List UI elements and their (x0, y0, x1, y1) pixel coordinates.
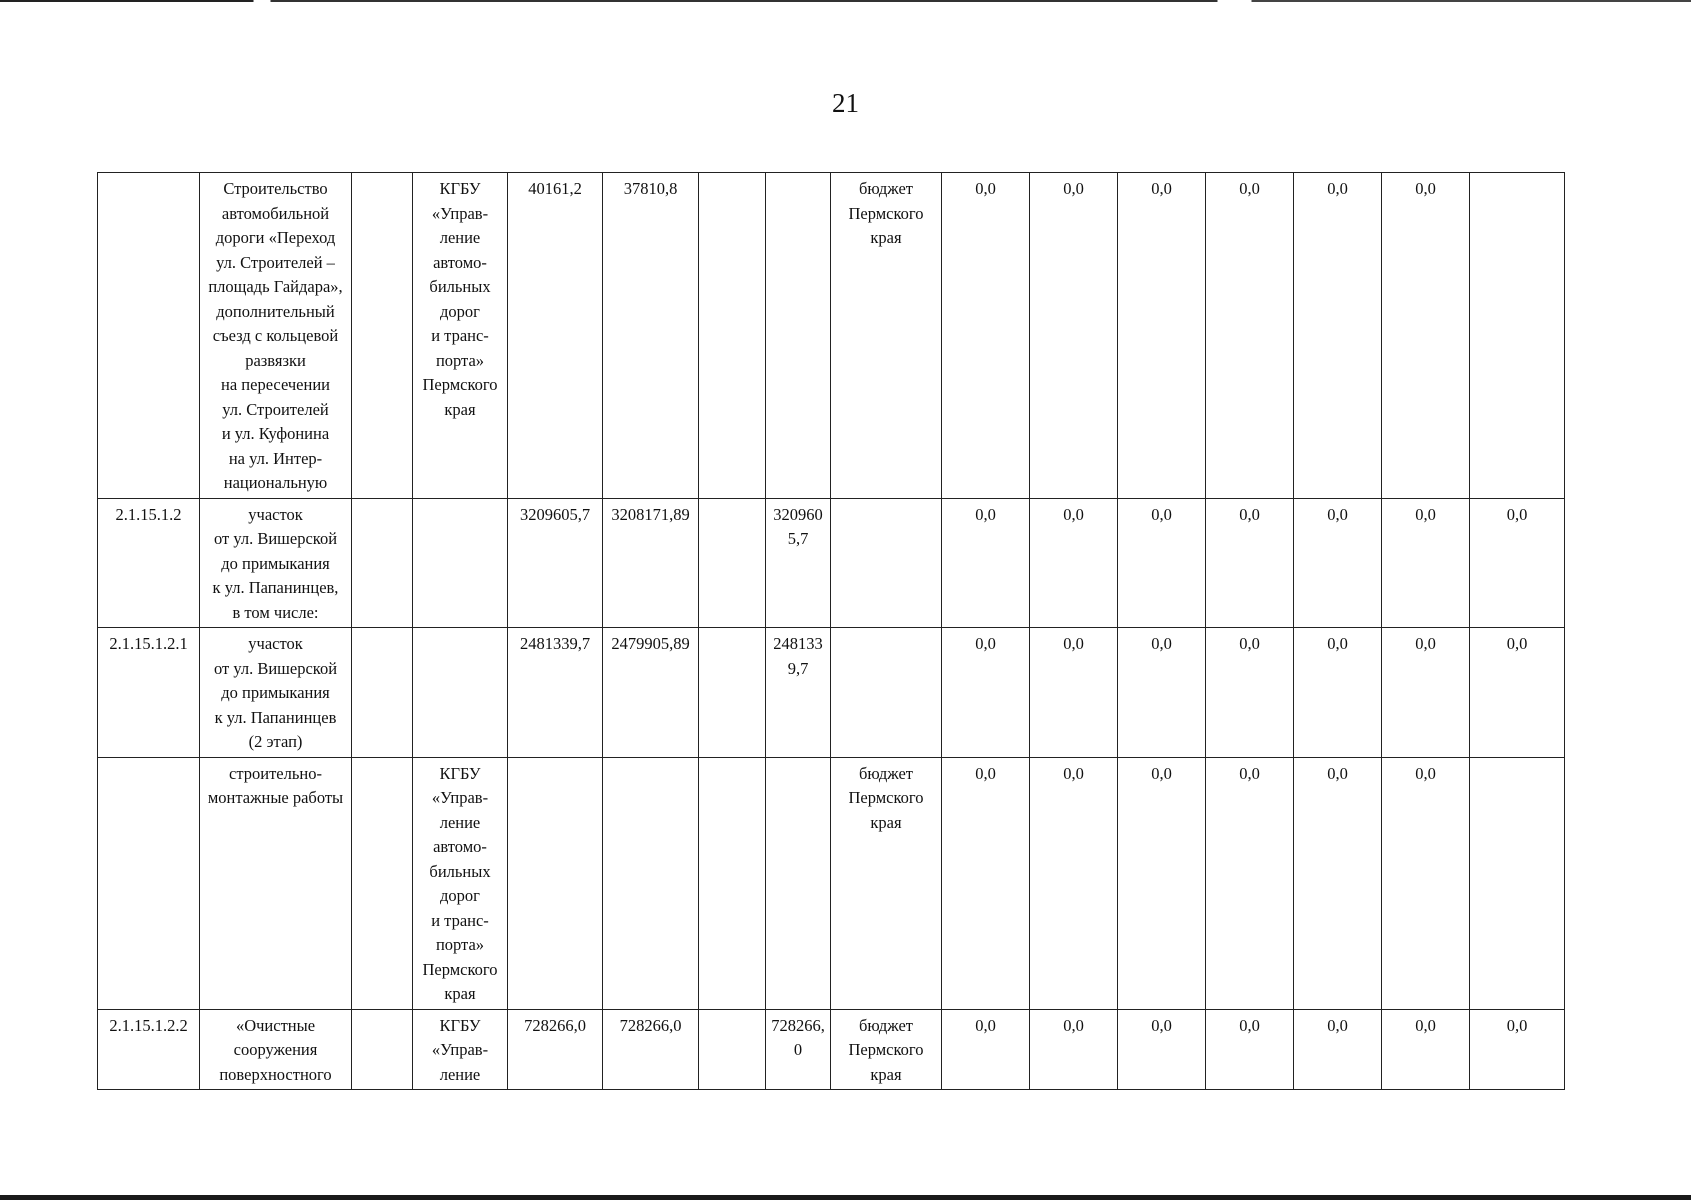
row-col8 (766, 757, 831, 1009)
row-col7 (699, 628, 766, 758)
row-source: бюджет Пермского края (831, 1009, 942, 1090)
row-col8 (766, 173, 831, 499)
row-code: 2.1.15.1.2.2 (98, 1009, 200, 1090)
row-col8: 728266, 0 (766, 1009, 831, 1090)
row-value-6: 0,0 (1382, 1009, 1470, 1090)
row-col5 (508, 757, 603, 1009)
row-value-6: 0,0 (1382, 757, 1470, 1009)
row-col6: 728266,0 (603, 1009, 699, 1090)
row-value-6: 0,0 (1382, 628, 1470, 758)
scan-edge-top (0, 0, 1691, 2)
row-source: бюджет Пермского края (831, 173, 942, 499)
row-col6: 37810,8 (603, 173, 699, 499)
row-executor: КГБУ «Управ- ление автомо- бильных дорог и транс- порта» Пермского края (413, 173, 508, 499)
row-col5: 728266,0 (508, 1009, 603, 1090)
row-col3 (352, 628, 413, 758)
row-col7 (699, 173, 766, 499)
row-value-7: 0,0 (1470, 628, 1565, 758)
row-value-4: 0,0 (1206, 173, 1294, 499)
row-value-2: 0,0 (1030, 498, 1118, 628)
row-value-3: 0,0 (1118, 757, 1206, 1009)
row-value-7: 0,0 (1470, 1009, 1565, 1090)
row-value-4: 0,0 (1206, 498, 1294, 628)
row-value-6: 0,0 (1382, 498, 1470, 628)
row-value-2: 0,0 (1030, 173, 1118, 499)
row-col3 (352, 498, 413, 628)
row-value-7: 0,0 (1470, 498, 1565, 628)
row-value-2: 0,0 (1030, 628, 1118, 758)
table-row (98, 173, 1565, 499)
row-value-5: 0,0 (1294, 628, 1382, 758)
row-value-5: 0,0 (1294, 498, 1382, 628)
row-value-4: 0,0 (1206, 757, 1294, 1009)
table-row (98, 498, 1565, 628)
row-value-5: 0,0 (1294, 757, 1382, 1009)
row-executor: КГБУ «Управ- ление (413, 1009, 508, 1090)
row-col3 (352, 757, 413, 1009)
row-col7 (699, 1009, 766, 1090)
row-col3 (352, 1009, 413, 1090)
row-value-1: 0,0 (942, 757, 1030, 1009)
row-code: 2.1.15.1.2 (98, 498, 200, 628)
row-value-4: 0,0 (1206, 1009, 1294, 1090)
row-name: строительно- монтажные работы (200, 757, 352, 1009)
row-col7 (699, 498, 766, 628)
row-col6: 3208171,89 (603, 498, 699, 628)
row-col8: 320960 5,7 (766, 498, 831, 628)
row-col6: 2479905,89 (603, 628, 699, 758)
page-number: 21 (832, 88, 859, 118)
row-value-7 (1470, 757, 1565, 1009)
row-value-2: 0,0 (1030, 757, 1118, 1009)
row-value-2: 0,0 (1030, 1009, 1118, 1090)
row-executor (413, 628, 508, 758)
row-col5: 3209605,7 (508, 498, 603, 628)
row-value-6: 0,0 (1382, 173, 1470, 499)
row-col5: 2481339,7 (508, 628, 603, 758)
row-col7 (699, 757, 766, 1009)
row-value-7 (1470, 173, 1565, 499)
row-value-3: 0,0 (1118, 1009, 1206, 1090)
row-value-1: 0,0 (942, 173, 1030, 499)
row-value-1: 0,0 (942, 1009, 1030, 1090)
row-value-5: 0,0 (1294, 1009, 1382, 1090)
row-col8: 248133 9,7 (766, 628, 831, 758)
row-name: Строительство автомобильной дороги «Переход ул. Строителей – площадь Гайдара», дополнительный съезд с кольцевой развязки на пересечении ул. Строителей и ул. Куфонина на ул. Интер- национальную (200, 173, 352, 499)
table-row (98, 757, 1565, 1009)
row-value-1: 0,0 (942, 498, 1030, 628)
row-value-4: 0,0 (1206, 628, 1294, 758)
row-name: участок от ул. Вишерской до примыкания к ул. Папанинцев, в том числе: (200, 498, 352, 628)
row-col3 (352, 173, 413, 499)
row-value-3: 0,0 (1118, 498, 1206, 628)
row-name: участок от ул. Вишерской до примыкания к ул. Папанинцев (2 этап) (200, 628, 352, 758)
row-name: «Очистные сооружения поверхностного (200, 1009, 352, 1090)
row-value-1: 0,0 (942, 628, 1030, 758)
row-value-3: 0,0 (1118, 628, 1206, 758)
row-source (831, 628, 942, 758)
table-row (98, 1009, 1565, 1090)
row-code: 2.1.15.1.2.1 (98, 628, 200, 758)
row-code (98, 173, 200, 499)
row-source (831, 498, 942, 628)
row-col5: 40161,2 (508, 173, 603, 499)
row-value-5: 0,0 (1294, 173, 1382, 499)
row-col6 (603, 757, 699, 1009)
row-code (98, 757, 200, 1009)
scan-edge-bottom (0, 1195, 1691, 1200)
row-executor (413, 498, 508, 628)
row-executor: КГБУ «Управ- ление автомо- бильных дорог и транс- порта» Пермского края (413, 757, 508, 1009)
budget-table (97, 172, 1565, 1090)
row-source: бюджет Пермского края (831, 757, 942, 1009)
row-value-3: 0,0 (1118, 173, 1206, 499)
table-row (98, 628, 1565, 758)
